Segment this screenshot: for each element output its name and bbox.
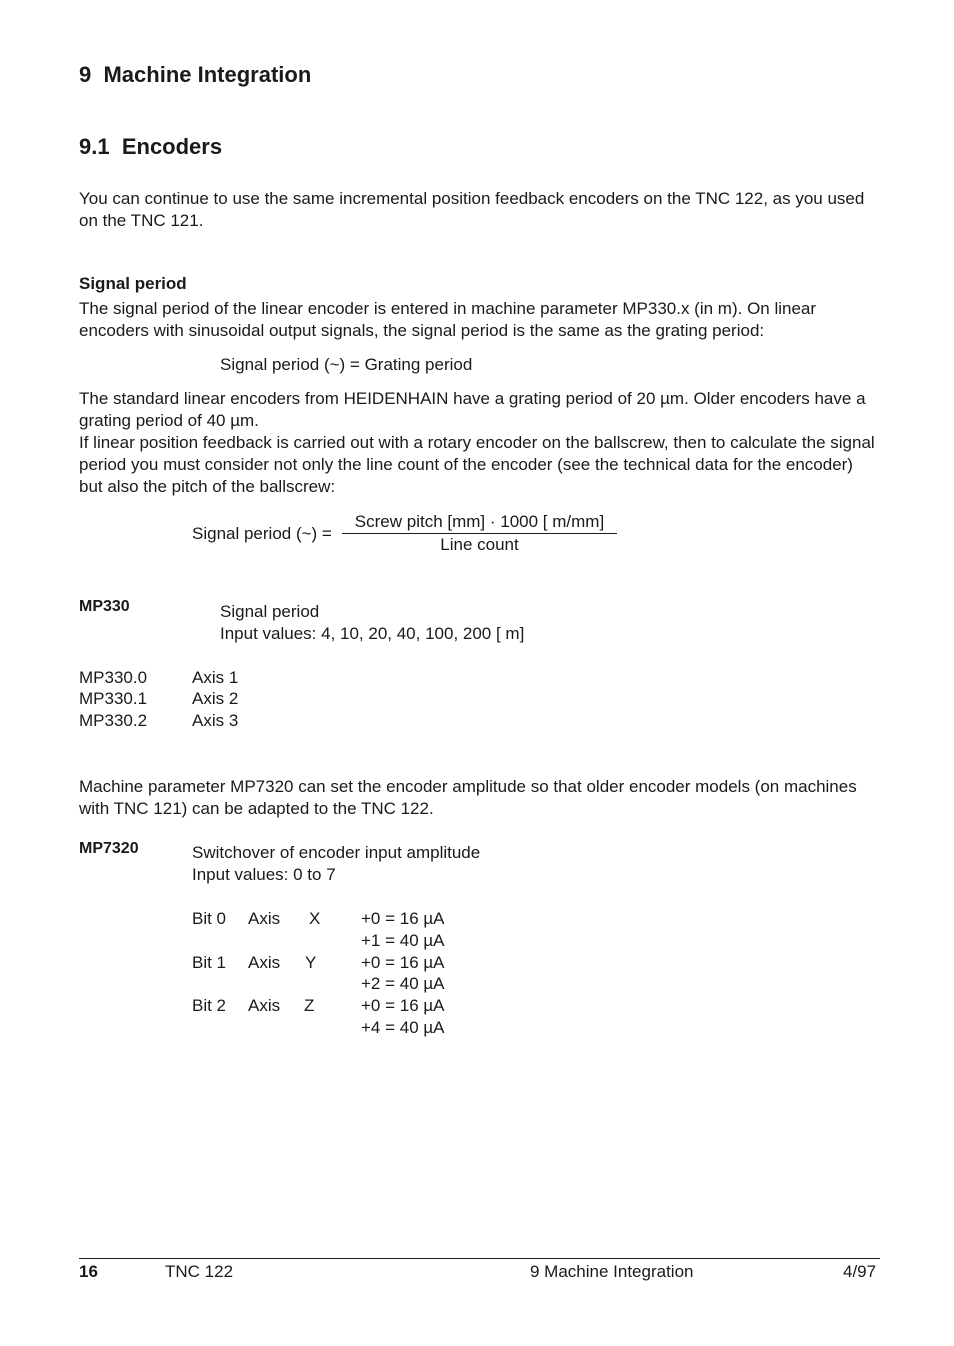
chapter-heading: [79, 62, 311, 88]
footer-chapter: 9 Machine Integration: [530, 1262, 694, 1281]
mp330-axis: Axis 1: [192, 668, 239, 687]
bit-value-on: +4 = 40 µA: [361, 1018, 445, 1037]
section-title: Encoders: [121, 134, 223, 159]
formula-grating: Signal period (~) = Grating period: [220, 355, 473, 374]
formula-denominator: Line count: [440, 535, 519, 554]
signal-period-heading: Signal period: [79, 274, 187, 293]
mp330-inputs: Input values: 4, 10, 20, 40, 100, 200 [ m]: [220, 624, 525, 643]
axis-word: Axis: [248, 909, 281, 928]
axis-letter: X: [309, 909, 321, 928]
chapter-title: Machine Integration: [103, 62, 312, 87]
bit-label: Bit 2: [192, 996, 227, 1015]
section-number: 9.1: [79, 134, 110, 159]
mp330-param: MP330.2: [79, 711, 148, 730]
mp330-param: MP330.1: [79, 689, 148, 708]
page-number: 16: [79, 1262, 98, 1281]
bit-value-off: +0 = 16 µA: [361, 996, 445, 1015]
footer-date: 4/97: [843, 1262, 877, 1281]
signal-period-paragraph-1: The signal period of the linear encoder is entered in machine parameter MP330.x (in m). On linear encoders with sinusoidal output signals, the signal period is the same as the grating period:: [79, 299, 817, 340]
footer-rule: [79, 1258, 880, 1259]
section-heading: [79, 134, 222, 160]
mp330-param: MP330.0: [79, 668, 148, 687]
footer-product: TNC 122: [165, 1262, 234, 1281]
bit-value-on: +1 = 40 µA: [361, 931, 445, 950]
mp7320-intro-paragraph: Machine parameter MP7320 can set the encoder amplitude so that older encoder models (on machines with TNC 121) can be adapted to the TNC 122.: [79, 777, 857, 818]
mp330-axis: Axis 2: [192, 689, 239, 708]
bit-value-off: +0 = 16 µA: [361, 953, 445, 972]
chapter-number: 9: [79, 62, 92, 87]
mp330-label: MP330: [79, 598, 130, 615]
formula-numerator: Screw pitch [mm] · 1000 [ m/mm]: [342, 511, 617, 534]
mp7320-label: MP7320: [79, 840, 139, 857]
formula-fraction: [342, 511, 617, 555]
mp7320-description: Switchover of encoder input amplitude: [192, 843, 481, 862]
axis-letter: Y: [305, 953, 317, 972]
axis-word: Axis: [248, 953, 281, 972]
mp330-description: Signal period: [220, 602, 320, 621]
mp7320-inputs: Input values: 0 to 7: [192, 865, 336, 884]
formula-lhs: Signal period (~) =: [192, 524, 332, 543]
bit-value-on: +2 = 40 µA: [361, 974, 445, 993]
intro-paragraph: You can continue to use the same incremental position feedback encoders on the TNC 122, as you used on the TNC 121.: [79, 189, 865, 230]
signal-period-paragraph-3: If linear position feedback is carried out with a rotary encoder on the ballscrew, then to calculate the signal period you must consider not only the line count of the encoder (see the technical data for the encoder) but also the pitch of the ballscrew:: [79, 433, 875, 496]
bit-label: Bit 0: [192, 909, 227, 928]
axis-letter: Z: [304, 996, 315, 1015]
bit-label: Bit 1: [192, 953, 227, 972]
axis-word: Axis: [248, 996, 281, 1015]
bit-value-off: +0 = 16 µA: [361, 909, 445, 928]
mp330-axis: Axis 3: [192, 711, 239, 730]
signal-period-paragraph-2: The standard linear encoders from HEIDENHAIN have a grating period of 20 µm. Older encoders have a grating period of 40 µm.: [79, 389, 866, 430]
